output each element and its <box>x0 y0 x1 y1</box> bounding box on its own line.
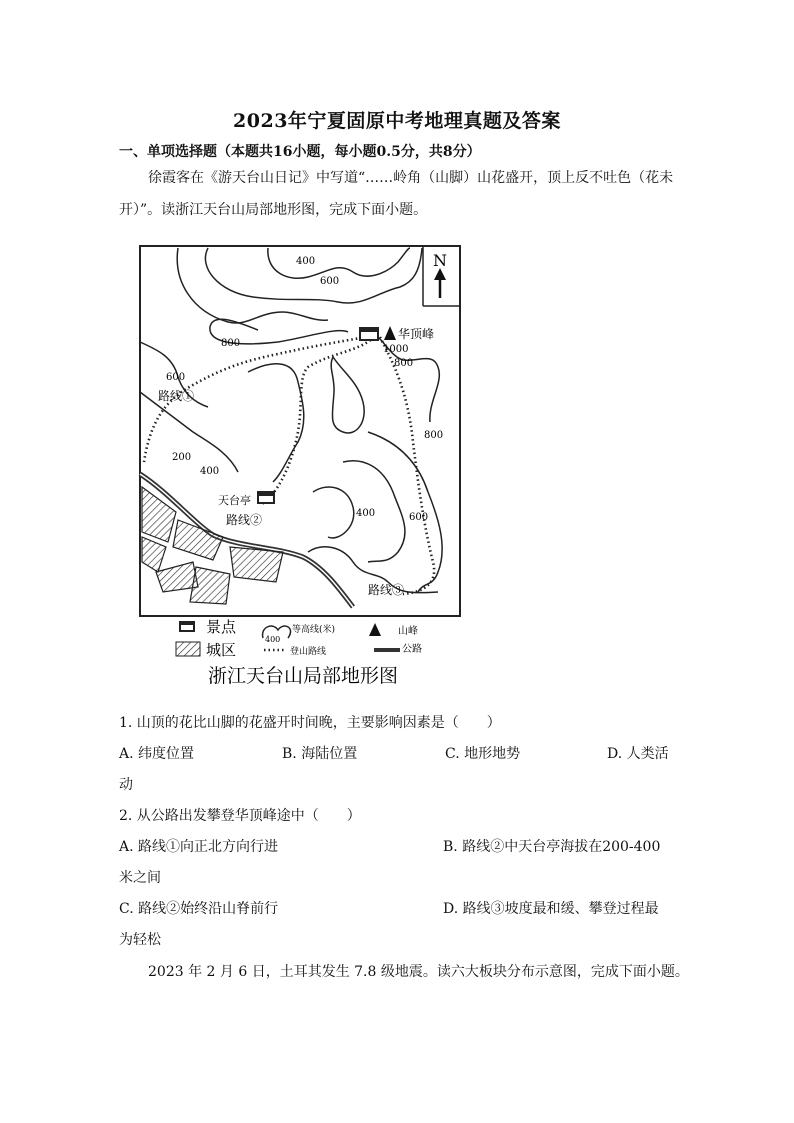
pavilion-marker <box>258 492 274 503</box>
page-title: 2023年宁夏固原中考地理真题及答案 <box>233 110 561 132</box>
q1-option-d[interactable]: D. 人类活 <box>607 746 669 762</box>
svg-text:400: 400 <box>296 256 316 267</box>
svg-text:600: 600 <box>166 372 186 383</box>
route2-label: 路线② <box>226 513 263 527</box>
q2-option-b-wrap: 米之间 <box>119 870 161 886</box>
svg-text:400: 400 <box>200 466 220 477</box>
q1-option-a[interactable]: A. 纬度位置 <box>119 746 195 762</box>
intro-paragraph: 徐霞客在《游天台山日记》中写道“……岭角（山脚）山花盛开，顶上反不吐色（花未开）”。读浙江天台山局部地形图，完成下面小题。 <box>119 170 674 218</box>
q2-stem: 2. 从公路出发攀登华顶峰途中（ ） <box>119 808 361 824</box>
map-caption: 浙江天台山局部地形图 <box>208 665 399 687</box>
q2-option-d-wrap: 为轻松 <box>119 932 161 948</box>
legend-peak: 山峰 <box>398 626 418 637</box>
svg-text:600: 600 <box>320 276 340 287</box>
legend-scenic: 景点 <box>206 618 237 636</box>
svg-text:200: 200 <box>172 452 192 463</box>
q1-option-d-wrap: 动 <box>119 777 133 793</box>
route1-label: 路线① <box>158 389 195 403</box>
legend-city: 城区 <box>206 641 237 659</box>
pavilion-label: 天台亭 <box>218 494 251 507</box>
q1-option-c[interactable]: C. 地形地势 <box>445 746 521 762</box>
topographic-map <box>138 242 462 688</box>
q1-option-b[interactable]: B. 海陆位置 <box>282 746 358 762</box>
q1-stem: 1. 山顶的花比山脚的花盛开时间晚，主要影响因素是（ ） <box>119 715 501 731</box>
north-label: N <box>433 251 447 270</box>
legend-contour: 等高线(米) <box>292 625 336 635</box>
svg-text:800: 800 <box>221 338 241 349</box>
svg-text:800: 800 <box>394 358 414 369</box>
peak-label: 华顶峰 <box>398 327 435 341</box>
peak-marker <box>360 326 396 340</box>
q2-option-a[interactable]: A. 路线①向正北方向行进 <box>119 839 279 855</box>
q2-option-d[interactable]: D. 路线③坡度最和缓、攀登过程最 <box>443 901 659 917</box>
svg-text:600: 600 <box>409 512 429 523</box>
legend-trail: 登山路线 <box>290 647 327 657</box>
q2-option-c[interactable]: C. 路线②始终沿山脊前行 <box>119 901 279 917</box>
section-heading: 一、单项选择题（本题共16小题，每小题0.5分，共8分） <box>119 144 481 160</box>
svg-text:1000: 1000 <box>383 344 409 355</box>
legend-contour-sample: 400 <box>265 635 281 644</box>
legend-road: 公路 <box>402 644 422 655</box>
map-figure <box>138 242 462 688</box>
intro-paragraph-2: 2023 年 2 月 6 日，土耳其发生 7.8 级地震。读六大板块分布示意图，完成下面小题。 <box>148 964 689 980</box>
svg-text:800: 800 <box>424 430 444 441</box>
route3-label: 路线③ <box>368 583 405 597</box>
q2-option-b[interactable]: B. 路线②中天台亭海拔在200-400 <box>443 839 661 855</box>
svg-text:400: 400 <box>356 508 376 519</box>
